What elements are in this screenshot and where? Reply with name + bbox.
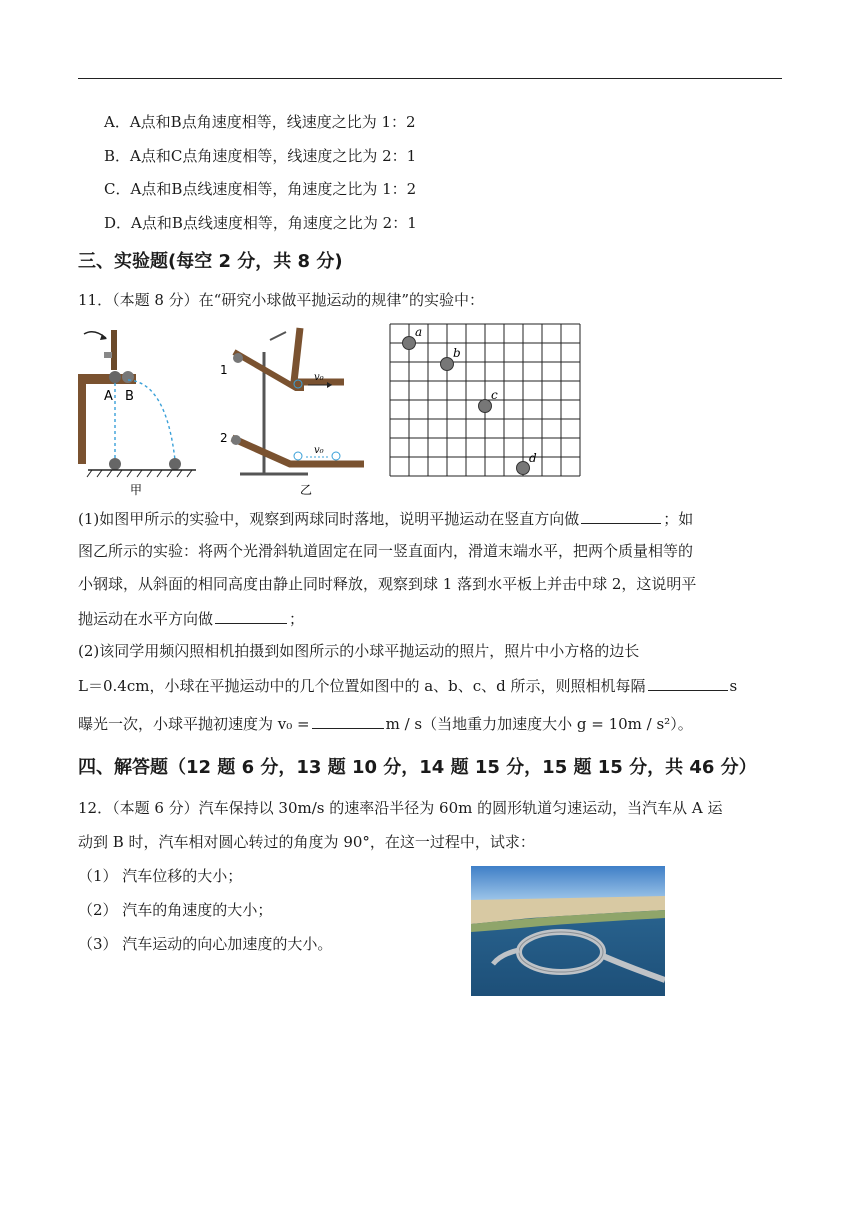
answer-blank-3[interactable]: [648, 674, 728, 691]
point-b-label: b: [453, 346, 461, 360]
grid-figure: [388, 322, 584, 482]
label-b: B: [125, 389, 134, 404]
option-b: B．A点和C点角速度相等，线速度之比为 2：1: [104, 147, 417, 165]
figure-jia: [78, 322, 198, 498]
figure-yi: [214, 322, 372, 498]
q11-part2-line1: (2)该同学用频闪照相机拍摄到如图所示的小球平抛运动的照片，照片中小方格的边长: [78, 642, 640, 660]
q11-part1-line4: 抛运动在水平方向做 ；: [78, 607, 304, 629]
q12-line1: 12．（本题 6 分）汽车保持以 30m/s 的速率沿半径为 60m 的圆形轨道匀速运动，当汽车从 A 运: [78, 799, 723, 817]
q12-item-3: （3） 汽车运动的向心加速度的大小。: [78, 935, 333, 953]
option-c: C．A点和B点线速度相等，角速度之比为 1：2: [104, 180, 417, 198]
point-d-label: d: [529, 451, 537, 465]
section-3-title: 三、实验题(每空 2 分，共 8 分): [78, 251, 343, 272]
v0-top-label: v₀: [314, 372, 324, 383]
answer-blank-2[interactable]: [215, 607, 287, 624]
header-rule: [78, 78, 782, 79]
q12-line2: 动到 B 时，汽车相对圆心转过的角度为 90°，在这一过程中，试求：: [78, 833, 535, 851]
point-c-label: c: [491, 388, 498, 402]
answer-blank-4[interactable]: [312, 712, 384, 729]
q12-item-1: （1） 汽车位移的大小；: [78, 867, 243, 885]
label-2: 2: [220, 431, 228, 445]
option-a: A．A点和B点角速度相等，线速度之比为 1：2: [104, 113, 416, 131]
label-a: A: [104, 389, 113, 404]
caption-jia: 甲: [130, 483, 143, 497]
q11-part1-line3: 小钢球，从斜面的相同高度由静止同时释放，观察到球 1 落到水平板上并击中球 2，这说明平: [78, 575, 697, 593]
q11-part2-line2: L＝0.4cm，小球在平抛运动中的几个位置如图中的 a、b、c、d 所示，则照相机每隔 s: [78, 674, 737, 696]
v0-bottom-label: v₀: [314, 445, 324, 456]
answer-blank-1[interactable]: [581, 507, 661, 524]
option-d: D．A点和B点线速度相等，角速度之比为 2：1: [104, 214, 417, 232]
q11-intro: 11．（本题 8 分）在“研究小球做平抛运动的规律”的实验中：: [78, 291, 485, 309]
q11-part2-line3: 曝光一次，小球平抛初速度为 v₀ = m / s（当地重力加速度大小 g = 10m / s²）。: [78, 712, 693, 734]
label-1: 1: [220, 363, 228, 377]
section-4-title: 四、解答题（12 题 6 分，13 题 10 分，14 题 15 分，15 题 15 分，共 46 分）: [78, 757, 757, 778]
q11-part1-line1: (1)如图甲所示的实验中，观察到两球同时落地，说明平抛运动在竖直方向做 ；如: [78, 507, 693, 529]
q12-item-2: （2） 汽车的角速度的大小；: [78, 901, 273, 919]
caption-yi: 乙: [300, 483, 313, 497]
circular-road-photo: [471, 866, 665, 996]
q11-part1-line2: 图乙所示的实验：将两个光滑斜轨道固定在同一竖直面内，滑道末端水平，把两个质量相等的: [78, 542, 694, 560]
point-a-label: a: [415, 325, 423, 339]
